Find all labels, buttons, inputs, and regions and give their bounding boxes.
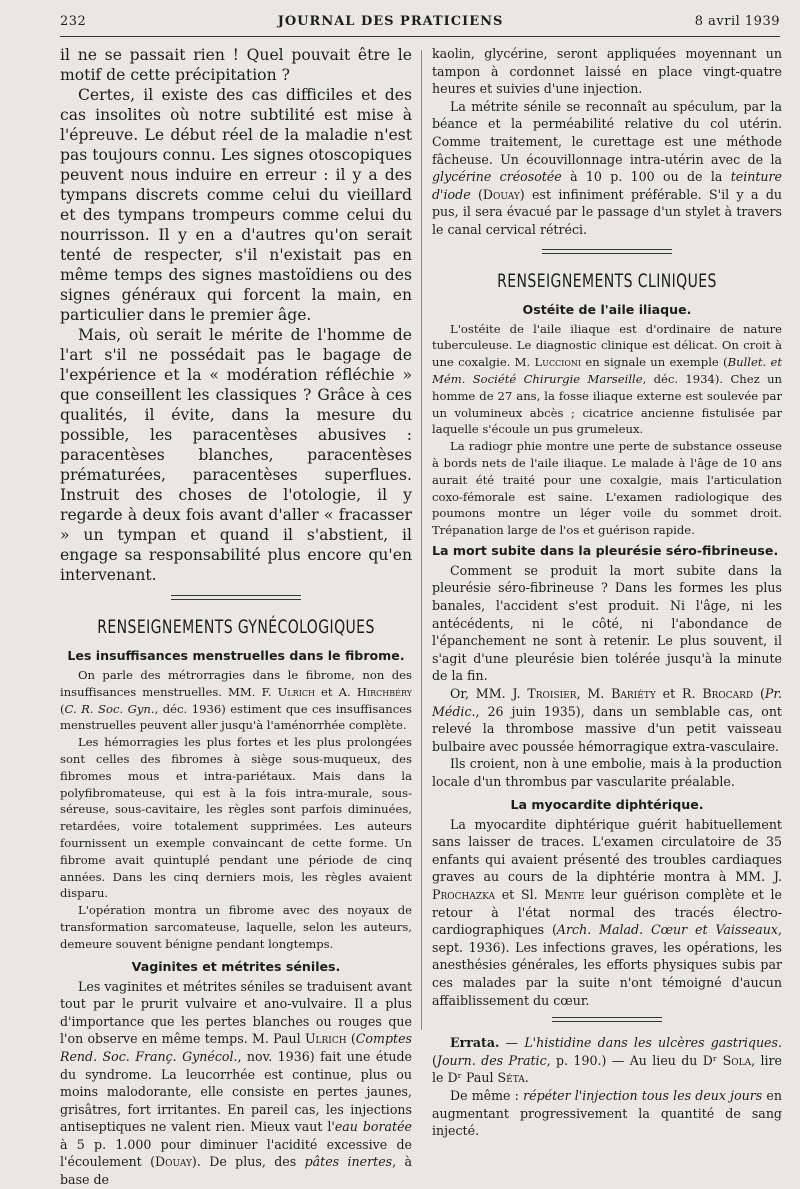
- errata-label: Errata.: [450, 1035, 500, 1051]
- paragraph: De même : répéter l'injection tous les deux jours en augmentant progressivement la quantité de sang injecté.: [432, 1087, 782, 1139]
- paragraph: Certes, il existe des cas difficiles et des cas insolites où notre subtilité est mise à l'épreuve. Le début réel de la maladie n'est pas toujours connu. Les signes otoscopiques peuvent nous induire en erreur : il y a des tympans discrets comme celui du vieillard et des tympans trompeurs comme celui du nourrisson. Il y en a d'autres qu'on serait tenté de respecter, s'il n'existait pas en même temps des signes mastoïdiens ou des signes généraux qui forcent la main, en particulier dans le premier âge.: [60, 86, 412, 324]
- paragraph: La radiogr phie montre une perte de substance osseuse à bords nets de l'aile iliaque. Le malade à l'âge de 10 ans aurait été traité pour une coxalgie, mais l'articulation coxo-fémorale est saine. L'examen radiologique des poumons montre un léger voile du sommet droit. Trépanation large de l'os et guérison rapide.: [432, 439, 782, 538]
- section-separator: [171, 595, 301, 600]
- paragraph: Ils croient, non à une embolie, mais à la production locale d'un thrombus par vascularite préalable.: [432, 756, 782, 790]
- paragraph: Or, MM. J. Troisier, M. Bariéty et R. Brocard (Pr. Médic., 26 juin 1935), dans un semblable cas, ont relevé la thrombose massive d'un petit vaisseau bulbaire avec poussée hémorragique extra-vasculaire.: [432, 686, 782, 754]
- paragraph: Mais, où serait le mérite de l'homme de l'art s'il ne possédait pas le bagage de l'expérience et la « modération réfléchie » que conseillent les classiques ? Grâce à ces qualités, il évite, dans la mesure du possible, les paracentèses abusives : paracentèses blanches, paracentèses prématurées, paracentèses superflues. Instruit des choses de l'otologie, il y regarde à deux fois avant d'aller « fracasser » un tympan et quand il s'abstient, il engage sa responsabilité plus encore qu'en intervenant.: [60, 326, 412, 584]
- paragraph: L'ostéite de l'aile iliaque est d'ordinaire de nature tuberculeuse. Le diagnostic clinique est délicat. On croit à une coxalgie. M. Luccioni en signale un exemple (Bullet. et Mém. Société Chirurgie Marseille, déc. 1934). Chez un homme de 27 ans, la fosse iliaque externe est soulevée par un volumineux abcès ; cicatrice ancienne fistulisée par laquelle s'écoule un pus grumeleux.: [432, 321, 782, 437]
- page-number: 232: [60, 14, 87, 29]
- paragraph: Comment se produit la mort subite dans la pleurésie séro-fibrineuse ? Dans les formes les plus banales, l'accident s'est produit. Ni l'âge, ni les antécédents, ni le côté, ni l'abondance de l'épanchement ne sont à retenir. Le plus souvent, il s'agit d'une pleurésie bien tolérée jusqu'à la minute de la fin.: [432, 562, 782, 684]
- section-title-gynecologiques: RENSEIGNEMENTS GYNÉCOLOGIQUES: [97, 616, 375, 638]
- paragraph: L'opération montra un fibrome avec des noyaux de transformation sarcomateuse, laquelle, selon les auteurs, demeure souvent bénigne pendant longtemps.: [60, 903, 412, 951]
- subsection-title: Vaginites et métrites séniles.: [131, 958, 341, 974]
- section-separator: [552, 1017, 662, 1022]
- subsection-title: La mort subite dans la pleurésie séro-fibrineuse.: [432, 542, 779, 558]
- journal-title: JOURNAL DES PRATICIENS: [277, 14, 504, 29]
- section-title-cliniques: RENSEIGNEMENTS CLINIQUES: [497, 269, 717, 292]
- page-header: [60, 14, 780, 34]
- paragraph: On parle des métrorragies dans le fibrome, non des insuffisances menstruelles. MM. F. Ulrich et A. Hirchbéry (C. R. Soc. Gyn., déc. 1936) estiment que ces insuffisances menstruelles peuvent aller jusqu'à l'aménorrhée complète.: [60, 668, 412, 733]
- errata-paragraph: Errata. — L'histidine dans les ulcères gastriques. (Journ. des Pratic, p. 190.) — Au lieu du Dʳ Sola, lire le Dʳ Paul Séta.: [432, 1035, 782, 1086]
- subsection-title: Les insuffisances menstruelles dans le fibrome.: [67, 648, 405, 663]
- section-separator: [542, 249, 672, 254]
- paragraph: Les vaginites et métrites séniles se traduisent avant tout par le prurit vulvaire et ano-vulvaire. Il a plus d'importance que les pertes blanches ou rouges que l'on observe en même temps. M. Paul Ulrich (Comptes Rend. Soc. Franç. Gynécol., nov. 1936) fait une étude du syndrome. La leucorrhée est continue, plus ou moins malodorante, elle consiste en pertes jaunes, grisâtres, fort irritantes. En pareil cas, les injections antiseptiques ne valent rien. Mieux vaut l'eau boratée à 5 p. 1.000 pour diminuer l'acidité excessive de l'écoulement (Douay). De plus, des pâtes inertes, à base de: [60, 978, 412, 1188]
- header-rule: [60, 36, 780, 37]
- paragraph: La métrite sénile se reconnaît au spéculum, par la béance et la perméabilité relative du col utérin. Comme traitement, le curettage est une méthode fâcheuse. Un écouvillonnage intra-utérin avec de la glycérine créosotée à 10 p. 100 ou de la teinture d'iode (Douay) est infiniment préférable. S'il y a du pus, il sera évacué par le passage d'un stylet à travers le canal cervical rétréci.: [432, 98, 782, 237]
- right-column: [432, 45, 782, 1140]
- subsection-title: La myocardite diphtérique.: [510, 796, 704, 812]
- paragraph: Les hémorragies les plus fortes et les plus prolongées sont celles des fibromes à siège sous-muqueux, des fibromes mous et intra-pariétaux. Mais dans la polyfibromateuse, qui est à la fois intra-murale, sous-séreuse, sous-cavitaire, les règles sont parfois diminuées, retardées, voire totalement supprimées. Les auteurs fournissent un exemple convaincant de cette forme. Un fibrome avait quintuplé pendant une période de cinq années. Dans les cinq derniers mois, les règles avaient disparu.: [60, 735, 412, 901]
- paragraph: il ne se passait rien ! Quel pouvait être le motif de cette précipitation ?: [60, 46, 412, 84]
- issue-date: 8 avril 1939: [694, 14, 780, 29]
- subsection-title: Ostéite de l'aile iliaque.: [522, 301, 692, 317]
- left-column: [60, 45, 412, 1189]
- paragraph: kaolin, glycérine, seront appliquées moyennant un tampon à cordonnet laissé en place vingt-quatre heures et suivies d'une injection.: [432, 46, 782, 97]
- paragraph: La myocardite diphtérique guérit habituellement sans laisser de traces. L'examen circulatoire de 35 enfants qui avaient présenté des troubles cardiaques graves au cours de la diphtérie montra à MM. J. Prochazka et Sl. Mente leur guérison complète et le retour à l'état normal des tracés électro-cardiographiques (Arch. Malad. Cœur et Vaisseaux, sept. 1936). Les infections graves, les opérations, les anesthésies générales, les efforts physiques subis par ces malades par la suite n'ont témoigné d'aucun affaiblissement du cœur.: [432, 816, 782, 1008]
- column-divider: [421, 50, 422, 1030]
